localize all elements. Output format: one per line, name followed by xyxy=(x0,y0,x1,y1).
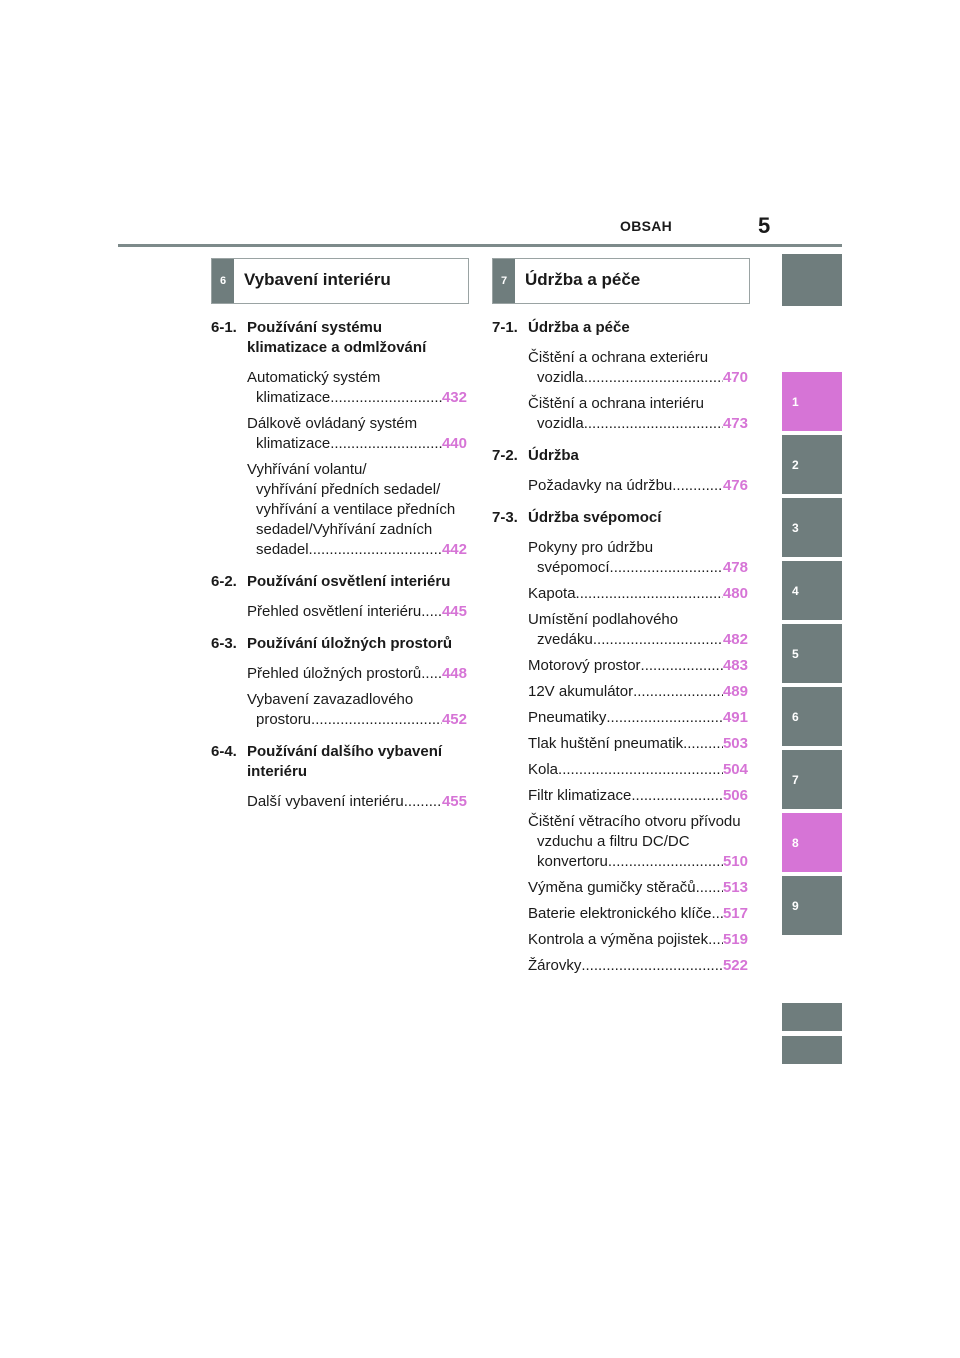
entry-text: vyhřívání předních sedadel/ xyxy=(256,481,441,498)
section-title: Údržba a péče xyxy=(525,270,641,289)
toc-entry[interactable] xyxy=(247,460,467,560)
dot-leader xyxy=(608,852,723,872)
dot-leader xyxy=(581,956,723,976)
toc-entry[interactable] xyxy=(528,930,748,950)
page-link[interactable]: 504 xyxy=(722,761,748,778)
entry-text: Přehled úložných prostorů xyxy=(247,665,422,682)
chapter-title: Údržba xyxy=(528,447,579,464)
entry-text: Požadavky na údržbu xyxy=(528,477,673,494)
chapter-title: Používání dalšího vybavení interiéru xyxy=(247,743,443,780)
page-link[interactable]: 432 xyxy=(441,389,467,406)
sidebar-tab-label: 6 xyxy=(792,709,799,724)
toc-entry[interactable] xyxy=(247,414,467,454)
entry-text: Motorový prostor xyxy=(528,657,641,674)
dot-leader xyxy=(584,414,723,434)
chapter-heading xyxy=(492,508,748,528)
chapter-heading xyxy=(492,446,748,466)
page-link[interactable]: 480 xyxy=(722,585,748,602)
page-link[interactable]: 503 xyxy=(722,735,748,752)
page-link[interactable]: 442 xyxy=(441,541,467,558)
sidebar-tab-7[interactable] xyxy=(782,750,842,809)
entry-text: vzduchu a filtru DC/DC xyxy=(537,833,690,850)
header-title: OBSAH xyxy=(620,218,673,234)
sidebar-tab-8[interactable] xyxy=(782,813,842,872)
dot-leader xyxy=(606,708,723,728)
dot-leader xyxy=(330,434,442,454)
dot-leader xyxy=(633,682,723,702)
chapter-number: 7-3. xyxy=(492,509,518,526)
toc-entry[interactable] xyxy=(528,904,748,924)
section-title: Vybavení interiéru xyxy=(244,270,391,289)
sidebar-tab-1[interactable] xyxy=(782,372,842,431)
page-link[interactable]: 489 xyxy=(722,683,748,700)
page-link[interactable]: 455 xyxy=(441,793,467,810)
entry-text: Pneumatiky xyxy=(528,709,607,726)
chapter-number: 6-1. xyxy=(211,319,237,336)
dot-leader xyxy=(421,664,442,684)
sidebar-tab-label: 1 xyxy=(792,394,799,409)
page-link[interactable]: 513 xyxy=(722,879,748,896)
entry-last-line xyxy=(528,734,748,754)
page-link[interactable]: 445 xyxy=(441,603,467,620)
dot-leader xyxy=(593,630,723,650)
section-tag: 7 xyxy=(493,259,515,303)
sidebar-tab-2[interactable] xyxy=(782,435,842,494)
page-link[interactable]: 510 xyxy=(722,853,748,870)
chapter-heading xyxy=(211,572,467,592)
entry-text: Kontrola a výměna pojistek xyxy=(528,931,709,948)
entry-last-line xyxy=(528,786,748,806)
entry-text: Umístění podlahového xyxy=(528,611,679,628)
entry-last-line xyxy=(528,656,748,676)
dot-leader xyxy=(584,368,723,388)
entry-last-line xyxy=(247,710,467,730)
entry-text: Dálkově ovládaný systém xyxy=(247,415,418,432)
entry-text: Kola xyxy=(528,761,559,778)
toc-entry[interactable] xyxy=(528,476,748,496)
page-link[interactable]: 452 xyxy=(441,711,467,728)
page-link[interactable]: 519 xyxy=(722,931,748,948)
entry-text: Vyhřívání volantu/ xyxy=(247,461,367,478)
sidebar-blank-top xyxy=(782,254,842,306)
page-link[interactable]: 448 xyxy=(441,665,467,682)
entry-text: klimatizace xyxy=(256,389,331,406)
dot-leader xyxy=(330,388,442,408)
chapter-title: Používání úložných prostorů xyxy=(247,635,453,652)
chapter-number: 7-1. xyxy=(492,319,518,336)
chapter-number: 6-3. xyxy=(211,635,237,652)
entry-text: Přehled osvětlení interiéru xyxy=(247,603,422,620)
page-link[interactable]: 476 xyxy=(722,477,748,494)
toc-entry[interactable] xyxy=(528,786,748,806)
entry-text: 12V akumulátor xyxy=(528,683,634,700)
sidebar-tab-label: 8 xyxy=(792,835,799,850)
dot-leader xyxy=(711,904,723,924)
spacer xyxy=(211,818,467,824)
toc-entry[interactable] xyxy=(528,584,748,604)
chapter-title: Používání osvětlení interiéru xyxy=(247,573,451,590)
sidebar-tab-5[interactable] xyxy=(782,624,842,683)
dot-leader xyxy=(309,540,442,560)
toc-entry[interactable] xyxy=(528,656,748,676)
entry-last-line xyxy=(528,368,748,388)
toc-entry[interactable] xyxy=(247,368,467,408)
page-link[interactable]: 478 xyxy=(722,559,748,576)
page-link[interactable]: 470 xyxy=(722,369,748,386)
chapter-heading xyxy=(211,318,467,358)
sidebar-tab-label: 4 xyxy=(792,583,799,598)
entry-text: Žárovky xyxy=(528,957,582,974)
entry-last-line xyxy=(528,904,748,924)
entry-last-line xyxy=(528,878,748,898)
toc-entry[interactable] xyxy=(528,394,748,434)
entry-last-line xyxy=(528,708,748,728)
entry-last-line xyxy=(528,956,748,976)
toc-entry[interactable] xyxy=(247,664,467,684)
entry-text: Čištění a ochrana exteriéru xyxy=(528,349,709,366)
toc-entry[interactable] xyxy=(528,538,748,578)
sidebar-tab-9[interactable] xyxy=(782,876,842,935)
entry-text: zvedáku xyxy=(537,631,593,648)
dot-leader xyxy=(404,792,442,812)
section-header-left xyxy=(211,258,469,304)
entry-text: Vybavení zavazadlového xyxy=(247,691,414,708)
entry-text: Další vybavení interiéru xyxy=(247,793,404,810)
entry-text: Čištění a ochrana interiéru xyxy=(528,395,704,412)
entry-last-line xyxy=(247,434,467,454)
dot-leader xyxy=(683,734,723,754)
entry-text: sedadel/Vyhřívání zadních xyxy=(256,521,433,538)
entry-text: prostoru xyxy=(256,711,312,728)
page-link[interactable]: 522 xyxy=(722,957,748,974)
sidebar-blank-bottom-1 xyxy=(782,1003,842,1031)
page-link[interactable]: 517 xyxy=(722,905,748,922)
chapter-number: 7-2. xyxy=(492,447,518,464)
toc-right-column xyxy=(492,318,748,988)
dot-leader xyxy=(672,476,723,496)
toc-entry[interactable] xyxy=(247,792,467,812)
dot-leader xyxy=(708,930,723,950)
dot-leader xyxy=(610,558,723,578)
entry-text: svépomocí xyxy=(537,559,610,576)
toc-entry[interactable] xyxy=(528,682,748,702)
entry-text: Výměna gumičky stěračů xyxy=(528,879,696,896)
sidebar-tab-3[interactable] xyxy=(782,498,842,557)
dot-leader xyxy=(696,878,723,898)
chapter-heading xyxy=(211,742,467,782)
chapter-number: 6-2. xyxy=(211,573,237,590)
section-tag: 6 xyxy=(212,259,234,303)
entry-last-line xyxy=(528,760,748,780)
toc-entry[interactable] xyxy=(528,734,748,754)
entry-last-line xyxy=(528,682,748,702)
toc-entry[interactable] xyxy=(247,690,467,730)
dot-leader xyxy=(631,786,723,806)
dot-leader xyxy=(641,656,723,676)
entry-text: Pokyny pro údržbu xyxy=(528,539,654,556)
entry-text: Tlak huštění pneumatik xyxy=(528,735,684,752)
toc-entry[interactable] xyxy=(528,708,748,728)
sidebar-tab-label: 2 xyxy=(792,457,799,472)
spacer xyxy=(492,982,748,988)
page-link[interactable]: 473 xyxy=(722,415,748,432)
page-link[interactable]: 440 xyxy=(441,435,467,452)
entry-text: sedadel xyxy=(256,541,309,558)
entry-last-line xyxy=(247,792,467,812)
dot-leader xyxy=(558,760,723,780)
toc-entry[interactable] xyxy=(528,956,748,976)
entry-text: Čištění větracího otvoru přívodu xyxy=(528,813,741,830)
page-number: 5 xyxy=(758,213,771,238)
toc-entry[interactable] xyxy=(247,602,467,622)
section-header-right xyxy=(492,258,750,304)
dot-leader xyxy=(576,584,723,604)
sidebar-tab-label: 5 xyxy=(792,646,799,661)
sidebar-tab-6[interactable] xyxy=(782,687,842,746)
chapter-heading xyxy=(211,634,467,654)
dot-leader xyxy=(311,710,442,730)
entry-last-line xyxy=(247,602,467,622)
page-link[interactable]: 482 xyxy=(722,631,748,648)
chapter-title: Údržba svépomocí xyxy=(528,509,662,526)
toc-entry[interactable] xyxy=(528,348,748,388)
entry-last-line xyxy=(528,584,748,604)
entry-text: konvertoru xyxy=(537,853,608,870)
header-rule xyxy=(118,244,842,247)
chapter-title: Údržba a péče xyxy=(528,319,630,336)
entry-text: Kapota xyxy=(528,585,576,602)
sidebar-tab-4[interactable] xyxy=(782,561,842,620)
sidebar-tab-label: 9 xyxy=(792,898,799,913)
entry-text: Baterie elektronického klíče xyxy=(528,905,712,922)
entry-last-line xyxy=(528,476,748,496)
entry-text: vyhřívání a ventilace předních xyxy=(256,501,456,518)
page-link[interactable]: 506 xyxy=(722,787,748,804)
chapter-heading xyxy=(492,318,748,338)
toc-entry[interactable] xyxy=(528,610,748,650)
toc-entry[interactable] xyxy=(528,878,748,898)
page-link[interactable]: 491 xyxy=(722,709,748,726)
sidebar-tab-label: 3 xyxy=(792,520,799,535)
toc-entry[interactable] xyxy=(528,760,748,780)
chapter-title: Používání systému klimatizace a odmlžování xyxy=(247,319,427,356)
entry-text: Automatický systém xyxy=(247,369,381,386)
entry-last-line xyxy=(247,388,467,408)
toc-entry[interactable] xyxy=(528,812,748,872)
entry-last-line xyxy=(247,664,467,684)
sidebar-tab-label: 7 xyxy=(792,772,799,787)
entry-text: klimatizace xyxy=(256,435,331,452)
entry-last-line xyxy=(528,558,748,578)
dot-leader xyxy=(421,602,442,622)
sidebar-blank-bottom-2 xyxy=(782,1036,842,1064)
entry-text: vozidla xyxy=(537,415,584,432)
entry-text: vozidla xyxy=(537,369,584,386)
entry-last-line xyxy=(528,630,748,650)
entry-text: Filtr klimatizace xyxy=(528,787,632,804)
chapter-number: 6-4. xyxy=(211,743,237,760)
page-link[interactable]: 483 xyxy=(722,657,748,674)
entry-last-line xyxy=(528,414,748,434)
entry-last-line xyxy=(247,540,467,560)
entry-last-line xyxy=(528,930,748,950)
entry-last-line xyxy=(528,852,748,872)
toc-left-column xyxy=(211,318,467,824)
